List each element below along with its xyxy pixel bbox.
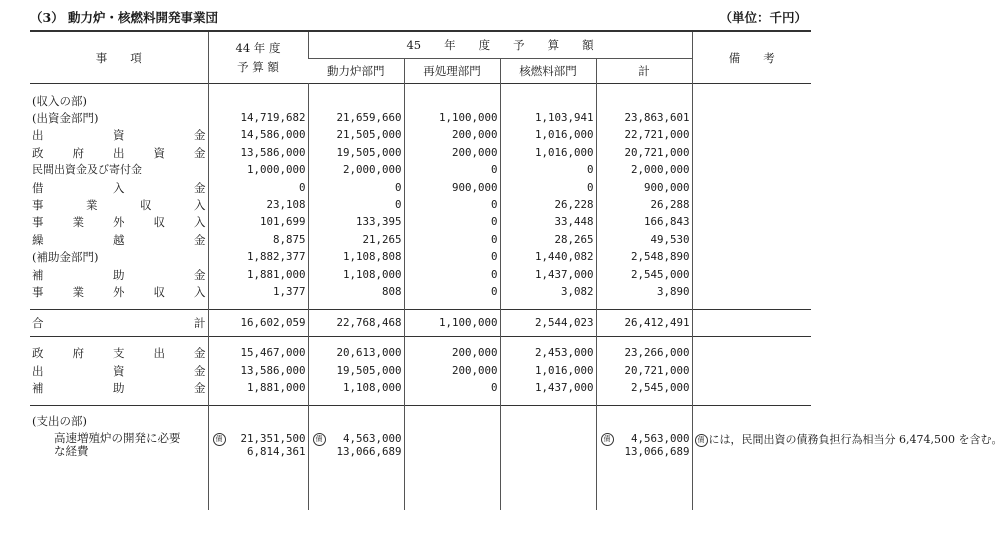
cell-fuel: 0 — [500, 179, 596, 196]
expense-fy44-b: 6,814,361 — [246, 445, 306, 459]
unit-label: （単位：千円） — [719, 10, 807, 25]
row-label: 出資金 — [32, 128, 206, 143]
cell-fy44: 1,377 — [208, 283, 308, 300]
cell-reactor: 0 — [308, 196, 404, 213]
cell-fuel: 1,437,000 — [500, 266, 596, 283]
cell-reprocess: 0 — [404, 379, 500, 396]
cell-reactor: 21,505,000 — [308, 127, 404, 144]
cell-fuel: 1,437,000 — [500, 379, 596, 396]
cell-fy44: 101,699 — [208, 214, 308, 231]
header-reactor: 動力炉部門 — [308, 59, 404, 84]
cell-reprocess: 200,000 — [404, 345, 500, 362]
table-row — [30, 127, 811, 144]
cell-fy44: 1,881,000 — [208, 379, 308, 396]
expense-section-row — [30, 405, 811, 429]
cell-fy44: 1,881,000 — [208, 266, 308, 283]
cell-fuel: 33,448 — [500, 214, 596, 231]
row-label: 事業収入 — [32, 198, 206, 213]
cell-fy44: 1,000,000 — [208, 162, 308, 179]
cell-reactor — [308, 92, 404, 109]
total-fuel: 2,544,023 — [500, 309, 596, 336]
cell-remark — [692, 249, 811, 266]
cell-reactor: 21,265 — [308, 231, 404, 248]
row-label: (収入の部) — [32, 93, 87, 108]
cell-total: 20,721,000 — [596, 144, 692, 161]
table-row — [30, 231, 811, 248]
cell-reactor: 0 — [308, 179, 404, 196]
cell-remark — [692, 283, 811, 300]
cell-remark — [692, 362, 811, 379]
expense-fy44-a: 21,351,500 — [240, 432, 306, 446]
cell-fuel: 2,453,000 — [500, 345, 596, 362]
cell-reactor: 1,108,808 — [308, 249, 404, 266]
cell-fuel: 1,016,000 — [500, 144, 596, 161]
row-label: 繰越金 — [32, 232, 206, 247]
debt-mark-icon: 債 — [601, 433, 614, 446]
table-caption: （3） 動力炉・核燃料開発事業団 — [30, 10, 219, 25]
row-label: 事業外収入 — [32, 284, 206, 299]
cell-fuel: 26,228 — [500, 196, 596, 213]
expense-reactor — [308, 429, 404, 510]
expense-label-line2: な経費 — [54, 444, 89, 459]
debt-mark-icon: 債 — [313, 433, 326, 446]
cell-reprocess: 200,000 — [404, 362, 500, 379]
cell-fuel: 0 — [500, 162, 596, 179]
expense-section-label: (支出の部) — [30, 405, 208, 429]
cell-reactor: 2,000,000 — [308, 162, 404, 179]
cell-reprocess: 0 — [404, 196, 500, 213]
table-row — [30, 249, 811, 266]
total-reprocess: 1,100,000 — [404, 309, 500, 336]
row-label: 補助金 — [32, 267, 206, 282]
cell-fy44 — [208, 92, 308, 109]
cell-reactor: 19,505,000 — [308, 144, 404, 161]
cell-fy44: 14,719,682 — [208, 109, 308, 126]
row-label: (補助金部門) — [32, 250, 99, 265]
cell-total: 900,000 — [596, 179, 692, 196]
cell-total: 23,863,601 — [596, 109, 692, 126]
row-label: 事業外収入 — [32, 215, 206, 230]
cell-remark — [692, 266, 811, 283]
cell-reprocess: 0 — [404, 249, 500, 266]
cell-fy44: 0 — [208, 179, 308, 196]
cell-fuel: 1,103,941 — [500, 109, 596, 126]
row-label: 民間出資金及び寄付金 — [32, 163, 142, 177]
cell-fuel: 1,016,000 — [500, 127, 596, 144]
cell-fuel: 1,016,000 — [500, 362, 596, 379]
expense-reprocess — [404, 429, 500, 510]
row-label: 借入金 — [32, 180, 206, 195]
debt-mark-icon: 債 — [213, 433, 226, 446]
cell-total: 166,843 — [596, 214, 692, 231]
cell-fy44: 23,108 — [208, 196, 308, 213]
expense-remark — [692, 429, 1003, 510]
expense-reactor-b: 13,066,689 — [336, 445, 402, 459]
total-remark — [692, 309, 811, 336]
header-remarks: 備 考 — [692, 31, 811, 84]
row-label: (出資金部門) — [32, 111, 99, 126]
table-row — [30, 144, 811, 161]
cell-total: 3,890 — [596, 283, 692, 300]
row-label: 政府支出金 — [32, 346, 206, 361]
cell-remark — [692, 345, 811, 362]
expense-remark-text: には，民間出資の債務負担行為相当分 6,474,500 を含む。 — [708, 433, 1003, 447]
expense-label-line1: 高速増殖炉の開発に必要 — [54, 431, 181, 446]
cell-total: 2,000,000 — [596, 162, 692, 179]
cell-total: 2,545,000 — [596, 266, 692, 283]
expense-total — [596, 429, 692, 510]
table-row — [30, 179, 811, 196]
cell-remark — [692, 379, 811, 396]
table-row — [30, 266, 811, 283]
gov-row — [30, 362, 811, 379]
expense-reactor-a: 4,563,000 — [342, 432, 402, 446]
table-row — [30, 92, 811, 109]
table-header — [30, 31, 811, 84]
cell-remark — [692, 109, 811, 126]
total-sum: 26,412,491 — [596, 309, 692, 336]
row-label: 補助金 — [32, 381, 206, 396]
cell-fy44: 15,467,000 — [208, 345, 308, 362]
cell-remark — [692, 231, 811, 248]
header-fuel: 核燃料部門 — [500, 59, 596, 84]
cell-remark — [692, 196, 811, 213]
cell-reactor: 1,108,000 — [308, 266, 404, 283]
cell-reprocess: 0 — [404, 283, 500, 300]
cell-total — [596, 92, 692, 109]
cell-reactor: 20,613,000 — [308, 345, 404, 362]
header-reprocess: 再処理部門 — [404, 59, 500, 84]
gov-row — [30, 379, 811, 396]
cell-reprocess: 0 — [404, 231, 500, 248]
cell-fy44: 8,875 — [208, 231, 308, 248]
table-row — [30, 283, 811, 300]
cell-remark — [692, 127, 811, 144]
cell-remark — [692, 179, 811, 196]
table-row — [30, 162, 811, 179]
table-row — [30, 196, 811, 213]
table-body — [30, 84, 1003, 511]
cell-remark — [692, 92, 811, 109]
cell-fy44: 13,586,000 — [208, 362, 308, 379]
row-label: 出資金 — [32, 363, 206, 378]
cell-total: 49,530 — [596, 231, 692, 248]
cell-reactor: 133,395 — [308, 214, 404, 231]
cell-reprocess: 0 — [404, 162, 500, 179]
gov-row — [30, 345, 811, 362]
cell-reprocess: 1,100,000 — [404, 109, 500, 126]
cell-fuel: 3,082 — [500, 283, 596, 300]
expense-label — [30, 429, 208, 510]
cell-total: 20,721,000 — [596, 362, 692, 379]
cell-total: 26,288 — [596, 196, 692, 213]
header-fy44 — [208, 31, 308, 84]
expense-total-a: 4,563,000 — [631, 432, 690, 446]
total-label: 合 計 — [30, 309, 208, 336]
table-row — [30, 109, 811, 126]
expense-fy44 — [208, 429, 308, 510]
cell-total: 2,548,890 — [596, 249, 692, 266]
expense-fuel — [500, 429, 596, 510]
header-item: 事 項 — [95, 50, 142, 65]
header-total: 計 — [596, 59, 692, 84]
cell-remark — [692, 214, 811, 231]
cell-fy44: 13,586,000 — [208, 144, 308, 161]
header-fy44-year: 44 年 度 — [235, 40, 281, 55]
table-row — [30, 214, 811, 231]
expense-row — [30, 429, 811, 510]
debt-mark-icon: 債 — [695, 434, 708, 447]
cell-fy44: 1,882,377 — [208, 249, 308, 266]
cell-fuel: 28,265 — [500, 231, 596, 248]
header-fy45: 45 年 度 予 算 額 — [308, 31, 692, 59]
header-fy44-sub: 予 算 額 — [237, 59, 279, 74]
cell-fuel — [500, 92, 596, 109]
cell-reprocess: 0 — [404, 214, 500, 231]
cell-total: 22,721,000 — [596, 127, 692, 144]
budget-table — [30, 30, 1003, 510]
cell-fy44: 14,586,000 — [208, 127, 308, 144]
cell-reprocess: 0 — [404, 266, 500, 283]
total-row — [30, 309, 811, 336]
cell-remark — [692, 162, 811, 179]
cell-remark — [692, 144, 811, 161]
cell-reprocess — [404, 92, 500, 109]
cell-reactor: 1,108,000 — [308, 379, 404, 396]
total-fy44: 16,602,059 — [208, 309, 308, 336]
cell-reactor: 19,505,000 — [308, 362, 404, 379]
expense-total-b: 13,066,689 — [624, 445, 690, 459]
cell-total: 23,266,000 — [596, 345, 692, 362]
cell-total: 2,545,000 — [596, 379, 692, 396]
cell-reactor: 808 — [308, 283, 404, 300]
row-label: 政府出資金 — [32, 145, 206, 160]
total-reactor: 22,768,468 — [308, 309, 404, 336]
cell-reprocess: 200,000 — [404, 144, 500, 161]
cell-reprocess: 900,000 — [404, 179, 500, 196]
cell-reprocess: 200,000 — [404, 127, 500, 144]
cell-fuel: 1,440,082 — [500, 249, 596, 266]
cell-reactor: 21,659,660 — [308, 109, 404, 126]
